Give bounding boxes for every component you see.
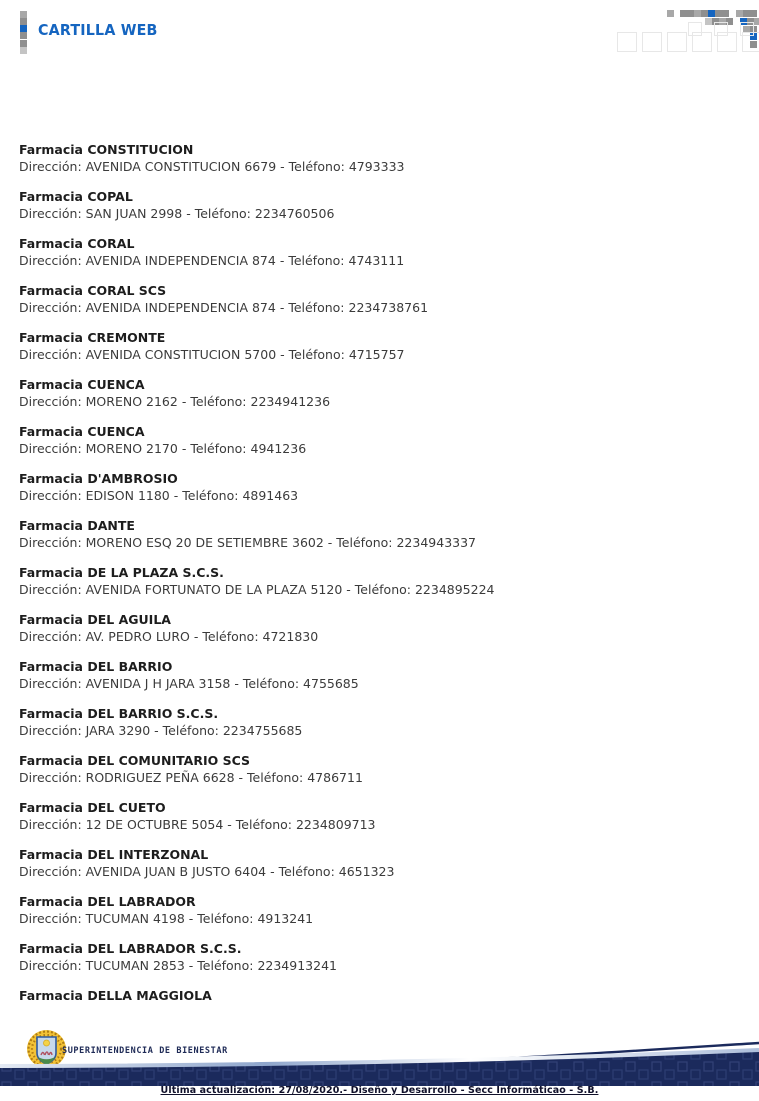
pharmacy-entry: [19, 611, 739, 645]
address-value: AV. PEDRO LURO: [85, 629, 190, 644]
pharmacy-detail: [19, 393, 739, 410]
pharmacy-detail: [19, 252, 739, 269]
phone-label: Teléfono:: [190, 394, 247, 409]
dash-separator: -: [280, 159, 285, 174]
phone-label: Teléfono:: [247, 770, 304, 785]
address-label: Dirección:: [19, 770, 82, 785]
pharmacy-name-value: DEL BARRIO S.C.S.: [87, 706, 219, 721]
address-value: AVENIDA J H JARA 3158: [85, 676, 231, 691]
phone-label: Teléfono:: [162, 723, 219, 738]
pharmacy-name-value: DEL AGUILA: [87, 612, 171, 627]
address-label: Dirección:: [19, 582, 82, 597]
mosaic-square: [750, 10, 757, 17]
phone-label: Teléfono:: [202, 629, 259, 644]
phone-value: 4743111: [348, 253, 405, 268]
mosaic-square: [20, 11, 27, 18]
pharmacy-name: [19, 658, 739, 675]
phone-label: Teléfono:: [190, 441, 247, 456]
pharmacy-name: [19, 141, 739, 158]
pharmacy-name-value: COPAL: [87, 189, 133, 204]
phone-label: Teléfono:: [235, 817, 292, 832]
mosaic-square: [680, 10, 687, 17]
pharmacy-entry: [19, 470, 739, 504]
page-title: CARTILLA WEB: [38, 21, 158, 39]
address-label: Dirección:: [19, 206, 82, 221]
address-label: Dirección:: [19, 159, 82, 174]
address-value: JARA 3290: [85, 723, 151, 738]
pharmacy-entry: [19, 517, 739, 551]
address-label: Dirección:: [19, 958, 82, 973]
pharmacy-entry: [19, 188, 739, 222]
pharmacy-entry: [19, 799, 739, 833]
mosaic-square: [20, 32, 27, 39]
address-value: AVENIDA CONSTITUCION 6679: [85, 159, 277, 174]
pharmacy-detail: [19, 158, 739, 175]
address-label: Dirección:: [19, 300, 82, 315]
phone-value: 4913241: [257, 911, 314, 926]
phone-value: 2234895224: [414, 582, 495, 597]
pharmacy-name-prefix: Farmacia: [19, 894, 83, 909]
pharmacy-detail: [19, 722, 739, 739]
pharmacy-name: [19, 893, 739, 910]
mosaic-square: [692, 32, 712, 52]
pharmacy-entry: [19, 423, 739, 457]
address-value: AVENIDA CONSTITUCION 5700: [85, 347, 277, 362]
address-label: Dirección:: [19, 629, 82, 644]
pharmacy-name: [19, 517, 739, 534]
pharmacy-name-value: CREMONTE: [87, 330, 166, 345]
phone-label: Teléfono:: [242, 676, 300, 691]
pharmacy-name: [19, 611, 739, 628]
mosaic-square: [708, 10, 715, 17]
pharmacy-name-value: DEL LABRADOR: [87, 894, 196, 909]
address-label: Dirección:: [19, 441, 82, 456]
pharmacy-name-prefix: Farmacia: [19, 236, 83, 251]
pharmacy-detail: [19, 628, 739, 645]
pharmacy-detail: [19, 487, 739, 504]
phone-value: 2234809713: [295, 817, 376, 832]
mosaic-square: [717, 32, 737, 52]
pharmacy-detail: [19, 675, 739, 692]
mosaic-square: [667, 10, 674, 17]
address-value: 12 DE OCTUBRE 5054: [85, 817, 224, 832]
pharmacy-name-prefix: Farmacia: [19, 847, 83, 862]
mosaic-square: [20, 47, 27, 54]
pharmacy-name-prefix: Farmacia: [19, 941, 83, 956]
dash-separator: -: [154, 723, 159, 738]
dash-separator: -: [173, 488, 179, 503]
phone-value: 2234943337: [396, 535, 477, 550]
pharmacy-name-prefix: Farmacia: [19, 612, 83, 627]
pharmacy-entry: [19, 141, 739, 175]
pharmacy-detail: [19, 534, 739, 551]
footer-swoosh-decoration: [0, 1040, 759, 1086]
mosaic-square: [694, 10, 701, 17]
phone-value: 2234913241: [257, 958, 337, 973]
update-note: Última actualización: 27/08/2020.- Diseño y Desarrollo - Secc Informáticao - S.B.: [160, 1085, 599, 1096]
pharmacy-entry: [19, 846, 739, 880]
pharmacy-name: [19, 329, 739, 346]
mosaic-square: [642, 32, 662, 52]
phone-label: Teléfono:: [336, 535, 393, 550]
pharmacy-name-prefix: Farmacia: [19, 706, 83, 721]
pharmacy-name-value: CUENCA: [87, 424, 145, 439]
pharmacy-entry: [19, 940, 739, 974]
dash-separator: -: [193, 629, 199, 644]
pharmacy-detail: [19, 769, 739, 786]
pharmacy-name-value: DEL INTERZONAL: [87, 847, 209, 862]
phone-value: 4755685: [303, 676, 359, 691]
pharmacy-name-value: DANTE: [87, 518, 135, 533]
pharmacy-name-value: D'AMBROSIO: [87, 471, 178, 486]
pharmacy-name-prefix: Farmacia: [19, 330, 83, 345]
mosaic-square: [20, 18, 27, 25]
mosaic-square: [754, 18, 759, 25]
phone-value: 4721830: [262, 629, 319, 644]
mosaic-square: [617, 32, 637, 52]
phone-value: 2234941236: [250, 394, 331, 409]
pharmacy-name-prefix: Farmacia: [19, 189, 83, 204]
phone-label: Teléfono:: [288, 253, 345, 268]
phone-label: Teléfono:: [288, 347, 345, 362]
address-value: TUCUMAN 2853: [85, 958, 185, 973]
dash-separator: -: [186, 206, 191, 221]
phone-value: 4941236: [250, 441, 307, 456]
phone-label: Teléfono:: [354, 582, 411, 597]
phone-value: 4715757: [348, 347, 405, 362]
pharmacy-list: [19, 141, 739, 1017]
pharmacy-name-value: DEL CUETO: [87, 800, 166, 815]
pharmacy-name-prefix: Farmacia: [19, 565, 83, 580]
pharmacy-detail: [19, 816, 739, 833]
dash-separator: -: [270, 864, 275, 879]
address-value: MORENO ESQ 20 DE SETIEMBRE 3602: [85, 535, 324, 550]
address-label: Dirección:: [19, 253, 82, 268]
dash-separator: -: [279, 253, 285, 268]
address-value: EDISON 1180: [85, 488, 170, 503]
phone-value: 2234738761: [348, 300, 429, 315]
pharmacy-detail: [19, 581, 739, 598]
dash-separator: -: [280, 347, 285, 362]
address-label: Dirección:: [19, 723, 82, 738]
phone-value: 2234760506: [254, 206, 335, 221]
dash-separator: -: [346, 582, 351, 597]
pharmacy-entry: [19, 564, 739, 598]
phone-label: Teléfono:: [288, 159, 345, 174]
address-label: Dirección:: [19, 347, 82, 362]
phone-value: 4891463: [242, 488, 299, 503]
address-value: MORENO 2170: [85, 441, 178, 456]
pharmacy-detail: [19, 205, 739, 222]
phone-label: Teléfono:: [278, 864, 335, 879]
pharmacy-name-value: DE LA PLAZA S.C.S.: [87, 565, 224, 580]
address-value: AVENIDA INDEPENDENCIA 874: [85, 253, 276, 268]
pharmacy-name: [19, 564, 739, 581]
pharmacy-detail: [19, 957, 739, 974]
pharmacy-name: [19, 235, 739, 252]
pharmacy-name-value: DELLA MAGGIOLA: [87, 988, 212, 1003]
pharmacy-entry: [19, 282, 739, 316]
phone-label: Teléfono:: [197, 958, 254, 973]
pharmacy-name: [19, 940, 739, 957]
pharmacy-entry: [19, 658, 739, 692]
dash-separator: -: [227, 817, 232, 832]
phone-value: 4786711: [307, 770, 363, 785]
pharmacy-name-value: CUENCA: [87, 377, 145, 392]
pharmacy-name: [19, 188, 739, 205]
pharmacy-entry: [19, 705, 739, 739]
address-value: RODRIGUEZ PEÑA 6628: [85, 770, 235, 785]
address-value: TUCUMAN 4198: [85, 911, 185, 926]
phone-value: 4651323: [338, 864, 395, 879]
pharmacy-name-value: CORAL: [87, 236, 135, 251]
address-value: MORENO 2162: [85, 394, 178, 409]
address-value: AVENIDA JUAN B JUSTO 6404: [85, 864, 267, 879]
pharmacy-name-value: CORAL SCS: [87, 283, 167, 298]
mosaic-square: [20, 40, 27, 47]
pharmacy-name-value: DEL COMUNITARIO SCS: [87, 753, 250, 768]
pharmacy-name-value: DEL BARRIO: [87, 659, 173, 674]
address-label: Dirección:: [19, 864, 82, 879]
pharmacy-name-prefix: Farmacia: [19, 800, 83, 815]
pharmacy-entry: [19, 752, 739, 786]
pharmacy-name: [19, 470, 739, 487]
dash-separator: -: [327, 535, 333, 550]
dash-separator: -: [238, 770, 244, 785]
address-label: Dirección:: [19, 911, 82, 926]
phone-label: Teléfono:: [288, 300, 345, 315]
address-label: Dirección:: [19, 488, 82, 503]
pharmacy-name-prefix: Farmacia: [19, 659, 83, 674]
mosaic-square: [715, 10, 722, 17]
pharmacy-detail: [19, 299, 739, 316]
mosaic-square: [743, 10, 750, 17]
pharmacy-detail: [19, 863, 739, 880]
pharmacy-name: [19, 752, 739, 769]
mosaic-square: [687, 10, 694, 17]
address-label: Dirección:: [19, 676, 82, 691]
pharmacy-name-prefix: Farmacia: [19, 424, 83, 439]
pharmacy-name: [19, 376, 739, 393]
pharmacy-name-value: DEL LABRADOR S.C.S.: [87, 941, 242, 956]
pharmacy-name-prefix: Farmacia: [19, 283, 83, 298]
pharmacy-name-prefix: Farmacia: [19, 753, 83, 768]
phone-value: 4793333: [348, 159, 405, 174]
mosaic-square: [20, 25, 27, 32]
address-value: AVENIDA INDEPENDENCIA 874: [85, 300, 276, 315]
mosaic-square: [667, 32, 687, 52]
mosaic-square: [705, 18, 712, 25]
pharmacy-name-value: CONSTITUCION: [87, 142, 194, 157]
mosaic-square: [736, 10, 743, 17]
dash-separator: -: [181, 394, 187, 409]
mosaic-square: [722, 10, 729, 17]
phone-value: 2234755685: [222, 723, 303, 738]
mosaic-square: [701, 10, 708, 17]
pharmacy-entry: [19, 893, 739, 927]
pharmacy-entry: [19, 376, 739, 410]
pharmacy-detail: [19, 910, 739, 927]
mosaic-square: [742, 32, 759, 52]
dash-separator: -: [234, 676, 239, 691]
org-name: SUPERINTENDENCIA DE BIENESTAR: [62, 1046, 228, 1056]
pharmacy-name: [19, 846, 739, 863]
pharmacy-name-prefix: Farmacia: [19, 377, 83, 392]
dash-separator: -: [188, 958, 194, 973]
pharmacy-name: [19, 282, 739, 299]
pharmacy-name-prefix: Farmacia: [19, 471, 83, 486]
pharmacy-entry: [19, 235, 739, 269]
phone-label: Teléfono:: [194, 206, 251, 221]
pharmacy-name: [19, 705, 739, 722]
pharmacy-name-prefix: Farmacia: [19, 988, 83, 1003]
pharmacy-name-prefix: Farmacia: [19, 142, 83, 157]
phone-label: Teléfono:: [197, 911, 254, 926]
address-label: Dirección:: [19, 817, 82, 832]
pharmacy-detail: [19, 346, 739, 363]
pharmacy-name: [19, 799, 739, 816]
dash-separator: -: [181, 441, 187, 456]
pharmacy-entry: [19, 329, 739, 363]
pharmacy-name: [19, 423, 739, 440]
pharmacy-entry: [19, 987, 739, 1004]
phone-label: Teléfono:: [182, 488, 239, 503]
dash-separator: -: [188, 911, 194, 926]
pharmacy-name: [19, 987, 739, 1004]
address-label: Dirección:: [19, 535, 82, 550]
address-value: AVENIDA FORTUNATO DE LA PLAZA 5120: [85, 582, 343, 597]
pharmacy-detail: [19, 440, 739, 457]
dash-separator: -: [279, 300, 285, 315]
address-value: SAN JUAN 2998: [85, 206, 183, 221]
address-label: Dirección:: [19, 394, 82, 409]
pharmacy-name-prefix: Farmacia: [19, 518, 83, 533]
